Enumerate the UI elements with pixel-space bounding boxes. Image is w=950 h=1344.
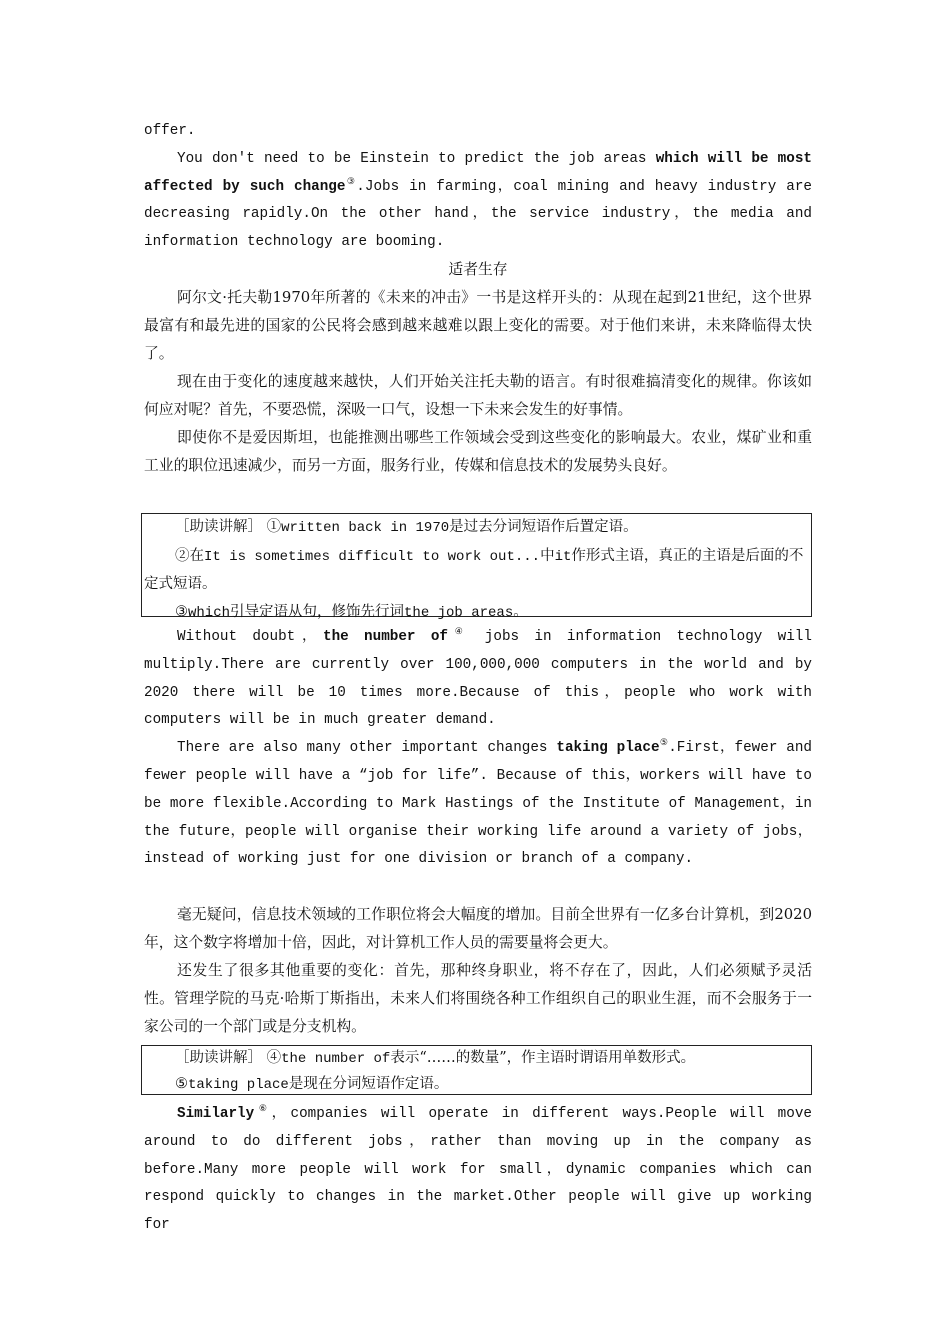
note-chinese: 作形式主语，真正的主语是后面的不定式短语。 bbox=[144, 547, 804, 593]
highlighted-phrase: Similarly bbox=[177, 1106, 255, 1122]
paragraph-changes bbox=[144, 735, 812, 874]
note-line bbox=[144, 1072, 809, 1098]
passage-1 bbox=[144, 118, 812, 257]
text-run: .Jobs in farming，coal mining and heavy industry are decreasing rapidly.On the other hand，the service industry，the media and information technology are booming. bbox=[144, 178, 812, 251]
translation-paragraph: 还发生了很多其他重要的变化：首先，那种终身职业，将不存在了，因此，人们必须赋予灵活性。管理学院的马克·哈斯丁斯指出，未来人们将围绕各种工作组织自己的职业生涯，而不会服务于一家公司的一个部门或是分支机构。 bbox=[144, 962, 812, 1035]
highlighted-phrase: the number of bbox=[323, 629, 448, 645]
highlighted-phrase: which will be most affected by such change bbox=[144, 150, 812, 195]
footnote-marker: ④ bbox=[447, 627, 470, 637]
translation-paragraph: 毫无疑问，信息技术领域的工作职位将会大幅度的增加。目前全世界有一亿多台计算机，到2020年，这个数字将增加十倍，因此，对计算机工作人员的需要量将会更大。 bbox=[144, 906, 812, 951]
note-english: it bbox=[554, 548, 572, 565]
text-run: Without doubt， bbox=[177, 629, 323, 645]
note-chinese: 。 bbox=[513, 603, 528, 620]
text-run: You don't need to be Einstein to predict the job areas bbox=[177, 150, 656, 167]
text-run: .First，fewer and fewer people will have a “job for life”. Because of this，workers will have to be more flexible.According to Mark Hastings of the Institute of Management，in the future，people will organise their working life around a variety of jobs，instead of working just for one division or branch of a company. bbox=[144, 740, 812, 868]
footnote-marker: ⑥ bbox=[254, 1104, 272, 1114]
reading-note-box-2 bbox=[141, 1045, 812, 1095]
note-english: the number of bbox=[281, 1051, 391, 1067]
note-chinese: 引导定语从句，修饰先行词 bbox=[230, 603, 405, 620]
note-chinese: 中 bbox=[540, 547, 555, 564]
note-english: taking place bbox=[188, 1077, 289, 1093]
note-chinese: 是过去分词短语作后置定语。 bbox=[449, 519, 638, 535]
paragraph-offer: offer. bbox=[144, 123, 196, 139]
translation-1 bbox=[144, 256, 812, 480]
note-chinese: 是现在分词短语作定语。 bbox=[288, 1076, 449, 1092]
paragraph-similarly bbox=[144, 1101, 812, 1240]
translation-paragraph: 即使你不是爱因斯坦，也能推测出哪些工作领域会受到这些变化的影响最大。农业，煤矿业和重工业的职位迅速减少，而另一方面，服务行业，传媒和信息技术的发展势头良好。 bbox=[144, 429, 812, 474]
note-line bbox=[144, 1046, 809, 1072]
translation-title: 适者生存 bbox=[448, 261, 508, 278]
note-number: ⑤ bbox=[175, 1076, 188, 1092]
note-chinese: 在 bbox=[189, 547, 204, 564]
passage-2 bbox=[144, 624, 812, 874]
note-number: ③ bbox=[175, 603, 188, 620]
note-label: ［助读讲解］ bbox=[175, 1050, 262, 1066]
paragraph-it-jobs bbox=[144, 624, 812, 735]
passage-3 bbox=[144, 1101, 812, 1240]
translation-paragraph: 现在由于变化的速度越来越快，人们开始关注托夫勒的语言。有时很难搞清变化的规律。你该如何应对呢？首先，不要恐慌，深吸一口气，设想一下未来会发生的好事情。 bbox=[144, 373, 812, 418]
footnote-marker: ⑤ bbox=[659, 738, 669, 749]
note-chinese: 表示“……的数量”，作主语时谓语用单数形式。 bbox=[390, 1050, 696, 1066]
translation-2 bbox=[144, 901, 812, 1041]
note-number: ① bbox=[266, 519, 282, 535]
reading-note-box-1 bbox=[141, 513, 812, 621]
note-line bbox=[144, 543, 809, 599]
note-english: which bbox=[188, 604, 231, 621]
paragraph-einstein bbox=[144, 146, 812, 257]
text-run: There are also many other important changes bbox=[177, 740, 557, 757]
note-english: It is sometimes difficult to work out... bbox=[204, 548, 541, 565]
note-number: ④ bbox=[266, 1050, 282, 1066]
note-number: ② bbox=[175, 547, 190, 564]
text-run: ，companies will operate in different ways.People will move around to do different jobs，rather than moving up in the company as before.Many more people will work for small，dynamic companies which can respond quickly to changes in the market.Other people will give up working for bbox=[144, 1106, 812, 1234]
highlighted-phrase: taking place bbox=[556, 740, 660, 757]
note-english: the job areas bbox=[404, 604, 514, 621]
footnote-marker: ③ bbox=[345, 176, 357, 187]
note-english: written back in 1970 bbox=[281, 520, 450, 536]
note-line bbox=[144, 514, 809, 543]
translation-paragraph: 阿尔文·托夫勒1970年所著的《未来的冲击》一书是这样开头的：从现在起到21世纪，这个世界最富有和最先进的国家的公民将会感到越来越难以跟上变化的需要。对于他们来讲，未来降临得太快了。 bbox=[144, 289, 812, 362]
note-label: ［助读讲解］ bbox=[175, 519, 262, 535]
text-run: jobs in information technology will multiply.There are currently over 100,000,000 computers in the world and by 2020 there will be 10 times more.Because of this，people who work with computers will be in much greater demand. bbox=[144, 629, 812, 729]
